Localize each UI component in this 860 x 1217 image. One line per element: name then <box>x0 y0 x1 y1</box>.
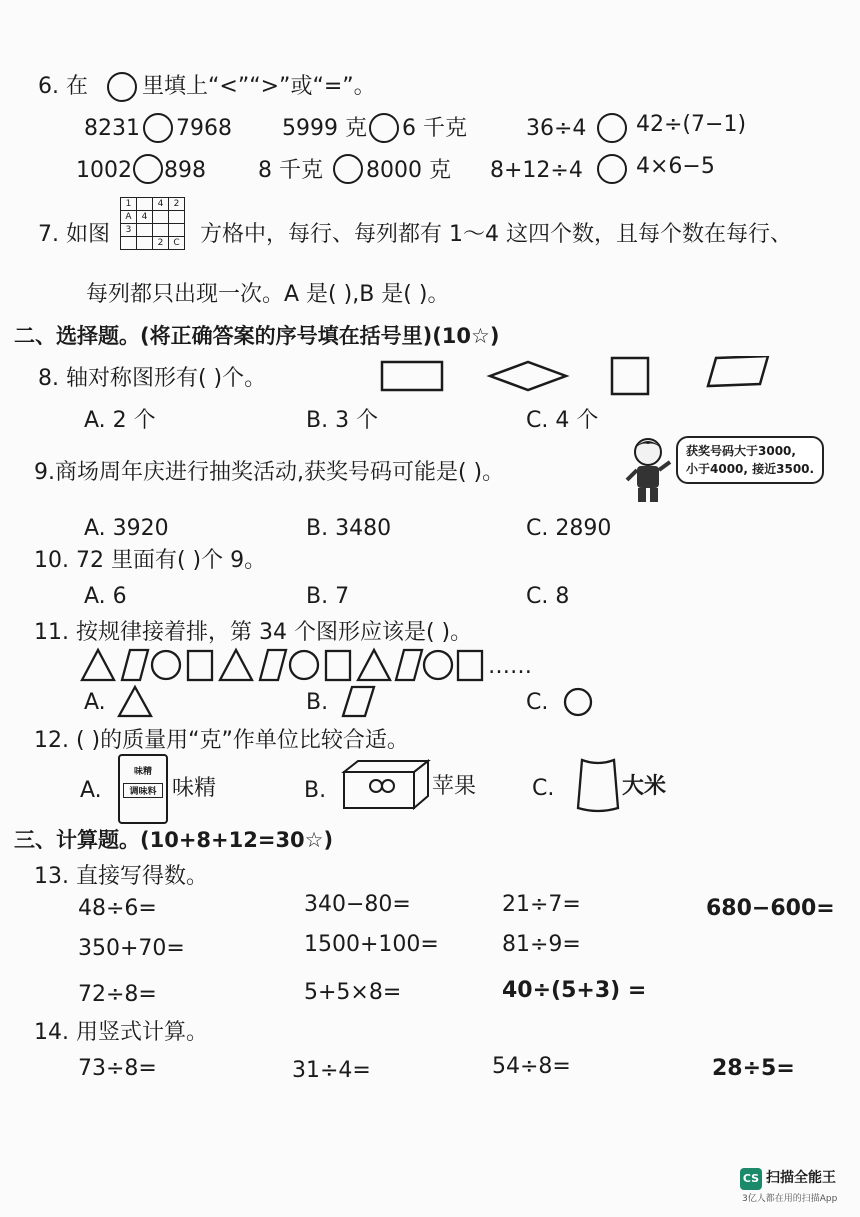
grid-cell <box>153 211 169 224</box>
math-item: 680−600= <box>706 896 835 921</box>
package-text: 调味料 <box>123 783 163 798</box>
circle-shape <box>290 651 318 679</box>
circle-option-icon <box>562 686 596 720</box>
app-slogan: 3亿人都在用的扫描App <box>742 1194 838 1204</box>
seasoning-package-icon <box>118 754 168 824</box>
option-b[interactable]: B. 3 个 <box>306 408 379 433</box>
q6-title-suffix: 里填上“<”“>”或“=”。 <box>142 74 376 99</box>
blank-circle[interactable] <box>133 154 163 184</box>
option-b[interactable]: B. 3480 <box>306 516 392 541</box>
option-c[interactable]: C. 4 个 <box>526 408 599 433</box>
q10-text: 10. 72 里面有( )个 9。 <box>34 548 267 573</box>
grid-cell: 3 <box>121 224 137 237</box>
label-msg: 味精 <box>172 776 217 801</box>
q6-right: 7968 <box>176 116 232 141</box>
parallelogram-shape <box>122 650 148 680</box>
q7-prefix: 7. 如图 <box>38 222 110 247</box>
q6-right: 42÷(7−1) <box>636 112 747 137</box>
q6-left: 5999 克 <box>282 116 367 141</box>
grid-cell: 2 <box>169 198 185 211</box>
grid-cell: 2 <box>153 237 169 250</box>
option-a[interactable]: A. <box>80 778 102 803</box>
q6-right: 6 千克 <box>402 116 467 141</box>
math-item: 40÷(5+3) = <box>502 978 647 1003</box>
square-shape <box>612 358 648 394</box>
q6-left: 8 千克 <box>258 158 323 183</box>
blank-circle[interactable] <box>107 72 137 102</box>
q6-left: 8231 <box>84 116 140 141</box>
parallelogram-shape <box>396 650 422 680</box>
grid-cell: 4 <box>137 211 153 224</box>
q6-left: 36÷4 <box>526 116 587 141</box>
section3-title: 三、计算题。(10+8+12=30☆) <box>14 828 334 852</box>
apple-box-icon <box>340 758 432 810</box>
parallelogram-shape <box>708 356 768 386</box>
option-c[interactable]: C. 2890 <box>526 516 612 541</box>
blank-circle[interactable] <box>597 113 627 143</box>
section2-title: 二、选择题。(将正确答案的序号填在括号里)(10☆) <box>14 324 500 348</box>
circle-shape <box>152 651 180 679</box>
grid-cell <box>137 237 153 250</box>
parallelogram-shape <box>260 650 286 680</box>
option-a[interactable]: A. 3920 <box>84 516 169 541</box>
q11-text: 11. 按规律接着排，第 34 个图形应该是( )。 <box>34 620 473 645</box>
q6-right: 4×6−5 <box>636 154 715 179</box>
q6-right: 898 <box>164 158 206 183</box>
option-a[interactable]: A. <box>84 690 106 715</box>
app-name: 扫描全能王 <box>766 1170 836 1186</box>
option-b[interactable]: B. <box>304 778 327 803</box>
option-c[interactable]: C. <box>532 776 555 801</box>
q7-line2: 每列都只出现一次。A 是( ),B 是( )。 <box>86 282 450 307</box>
math-item: 81÷9= <box>502 932 581 957</box>
grid-cell <box>169 224 185 237</box>
package-text: 味精 <box>133 767 152 777</box>
q14-text: 14. 用竖式计算。 <box>34 1020 208 1045</box>
math-item: 340−80= <box>304 892 411 917</box>
q8-text: 8. 轴对称图形有( )个。 <box>38 366 267 391</box>
triangle-option-icon <box>116 684 156 720</box>
q7-grid <box>120 197 185 250</box>
math-item: 54÷8= <box>492 1054 571 1079</box>
q8-shapes <box>380 356 800 401</box>
blank-circle[interactable] <box>597 154 627 184</box>
rectangle-shape <box>188 651 212 680</box>
q6-left: 8+12÷4 <box>490 158 583 183</box>
option-c[interactable]: C. <box>526 690 549 715</box>
triangle-shape <box>220 650 252 680</box>
option-b[interactable]: B. 7 <box>306 584 350 609</box>
triangle-shape <box>82 650 114 680</box>
grid-cell <box>137 224 153 237</box>
rectangle-shape <box>382 362 442 390</box>
q6-right: 8000 克 <box>366 158 451 183</box>
math-item: 31÷4= <box>292 1058 371 1083</box>
camscanner-logo-icon: CS <box>740 1168 762 1190</box>
q12-text: 12. ( )的质量用“克”作单位比较合适。 <box>34 728 409 753</box>
q9-text: 9.商场周年庆进行抽奖活动,获奖号码可能是( )。 <box>34 460 505 485</box>
rectangle-shape <box>326 651 350 680</box>
blank-circle[interactable] <box>143 113 173 143</box>
rectangle-shape <box>458 651 482 680</box>
math-item: 72÷8= <box>78 982 157 1007</box>
pattern-sequence <box>78 646 488 686</box>
grid-cell <box>169 211 185 224</box>
blank-circle[interactable] <box>369 113 399 143</box>
rice-bag-icon <box>572 756 624 816</box>
option-a[interactable]: A. 6 <box>84 584 127 609</box>
grid-cell <box>121 237 137 250</box>
bubble-line-1: 获奖号码大于3000, <box>686 444 796 458</box>
bubble-line-2: 小于4000, 接近3500. <box>686 462 815 476</box>
speech-bubble <box>676 436 824 484</box>
math-item: 73÷8= <box>78 1056 157 1081</box>
math-item: 1500+100= <box>304 932 439 957</box>
option-b[interactable]: B. <box>306 690 329 715</box>
option-c[interactable]: C. 8 <box>526 584 570 609</box>
triangle-shape <box>358 650 390 680</box>
circle-shape <box>424 651 452 679</box>
grid-cell <box>137 198 153 211</box>
math-item: 48÷6= <box>78 896 157 921</box>
q6-title-prefix: 6. 在 <box>38 74 88 99</box>
grid-cell: 4 <box>153 198 169 211</box>
math-item: 28÷5= <box>712 1056 795 1081</box>
math-item: 350+70= <box>78 936 185 961</box>
parallelogram-option-icon <box>340 684 380 720</box>
grid-cell <box>153 224 169 237</box>
boy-illustration-icon <box>624 436 674 508</box>
label-apple: 苹果 <box>432 774 477 799</box>
grid-cell: C <box>169 237 185 250</box>
rhombus-shape <box>490 362 566 390</box>
math-item: 21÷7= <box>502 892 581 917</box>
blank-circle[interactable] <box>333 154 363 184</box>
math-item: 5+5×8= <box>304 980 402 1005</box>
q6-left: 1002 <box>76 158 132 183</box>
q13-text: 13. 直接写得数。 <box>34 864 208 889</box>
grid-cell: A <box>121 211 137 224</box>
q7-text: 方格中，每行、每列都有 1～4 这四个数，且每个数在每行、 <box>200 222 792 247</box>
label-rice: 大米 <box>622 774 667 799</box>
option-a[interactable]: A. 2 个 <box>84 408 156 433</box>
ellipsis: …… <box>488 654 532 679</box>
grid-cell: 1 <box>121 198 137 211</box>
